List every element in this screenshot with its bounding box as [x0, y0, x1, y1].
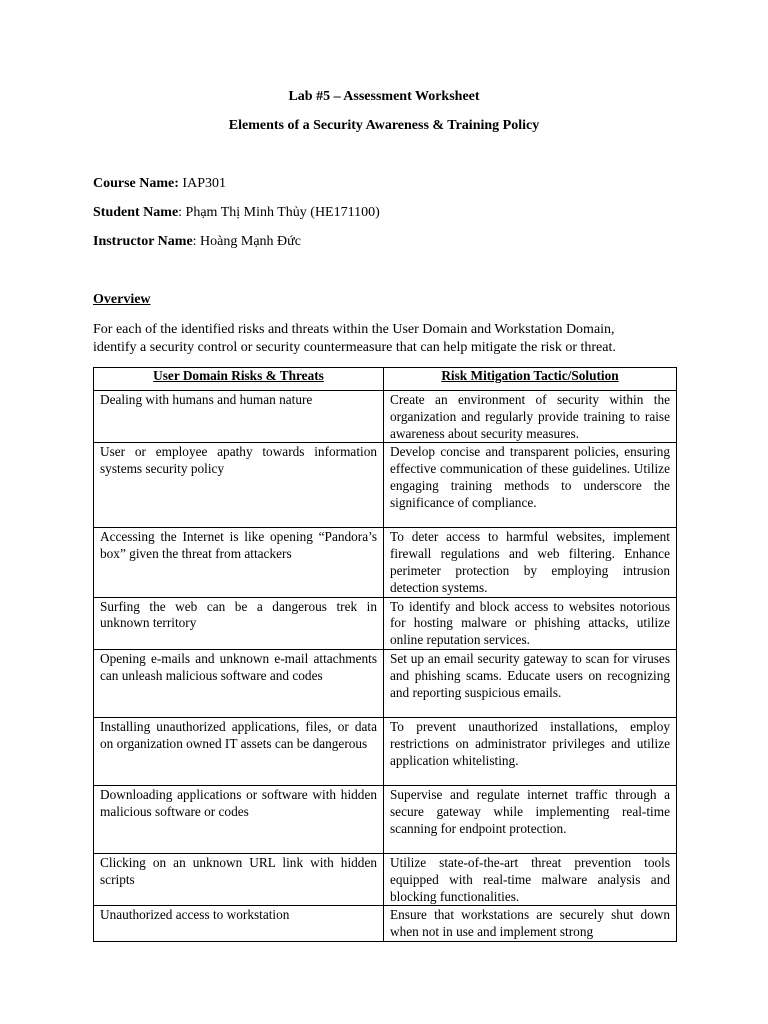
risk-cell: Dealing with humans and human nature [94, 391, 384, 443]
document-title: Lab #5 – Assessment Worksheet [288, 89, 480, 104]
table-row [94, 785, 677, 853]
table-header-row [94, 368, 677, 391]
table-row [94, 717, 677, 785]
mitigation-cell: Ensure that workstations are securely shut down when not in use and implement strong [384, 906, 677, 942]
table-row [94, 391, 677, 443]
risk-cell: Surfing the web can be a dangerous trek in unknown territory [94, 597, 384, 649]
table-row [94, 906, 677, 942]
mitigation-cell: Utilize state-of-the-art threat prevention tools equipped with real-time malware analysis and blocking functionalities. [384, 853, 677, 905]
risk-cell: Downloading applications or software with hidden malicious software or codes [94, 785, 384, 853]
instructor-name-line [93, 233, 301, 251]
mitigation-cell: To deter access to harmful websites, implement firewall regulations and web filtering. Enhance perimeter protection by employing intrusion detection systems. [384, 528, 677, 597]
risk-mitigation-table [93, 367, 677, 942]
mitigation-cell: To prevent unauthorized installations, employ restrictions on administrator privileges and utilize application whitelisting. [384, 717, 677, 785]
course-name-label: Course Name: [93, 176, 179, 191]
risk-cell: Clicking on an unknown URL link with hidden scripts [94, 853, 384, 905]
column-header-risks: User Domain Risks & Threats [94, 368, 384, 391]
table-row [94, 597, 677, 649]
instructor-name-value: : Hoàng Mạnh Đức [192, 234, 301, 249]
mitigation-cell: To identify and block access to websites notorious for hosting malware or phishing attacks, utilize online reputation services. [384, 597, 677, 649]
table-row [94, 853, 677, 905]
overview-paragraph [93, 321, 683, 357]
document-subtitle: Elements of a Security Awareness & Training Policy [228, 118, 540, 133]
mitigation-cell: Supervise and regulate internet traffic through a secure gateway while implementing real-time scanning for endpoint protection. [384, 785, 677, 853]
course-name-value: IAP301 [182, 176, 226, 191]
risk-cell: Unauthorized access to workstation [94, 906, 384, 942]
risk-cell: Accessing the Internet is like opening “Pandora’s box” given the threat from attackers [94, 528, 384, 597]
table-row [94, 528, 677, 597]
table-row [94, 443, 677, 528]
mitigation-cell: Develop concise and transparent policies, ensuring effective communication of these guidelines. Utilize engaging training methods to underscore the significance of compliance. [384, 443, 677, 528]
overview-heading: Overview [93, 292, 151, 307]
overview-line: identify a security control or security countermeasure that can help mitigate the risk or threat. [93, 340, 616, 355]
student-name-line [93, 204, 380, 222]
course-name-line [93, 175, 226, 193]
mitigation-cell: Set up an email security gateway to scan for viruses and phishing scams. Educate users on recognizing and reporting suspicious emails. [384, 649, 677, 717]
table-row [94, 649, 677, 717]
column-header-mitigation: Risk Mitigation Tactic/Solution [384, 368, 677, 391]
mitigation-cell: Create an environment of security within the organization and regularly provide training to raise awareness about security measures. [384, 391, 677, 443]
instructor-name-label: Instructor Name [93, 234, 193, 249]
student-name-value: : Phạm Thị Minh Thủy (HE171100) [178, 205, 380, 220]
student-name-label: Student Name [93, 205, 179, 220]
overview-line: For each of the identified risks and threats within the User Domain and Workstation Domain, [93, 322, 615, 337]
risk-cell: Installing unauthorized applications, files, or data on organization owned IT assets can be dangerous [94, 717, 384, 785]
risk-cell: Opening e-mails and unknown e-mail attachments can unleash malicious software and codes [94, 649, 384, 717]
risk-cell: User or employee apathy towards information systems security policy [94, 443, 384, 528]
